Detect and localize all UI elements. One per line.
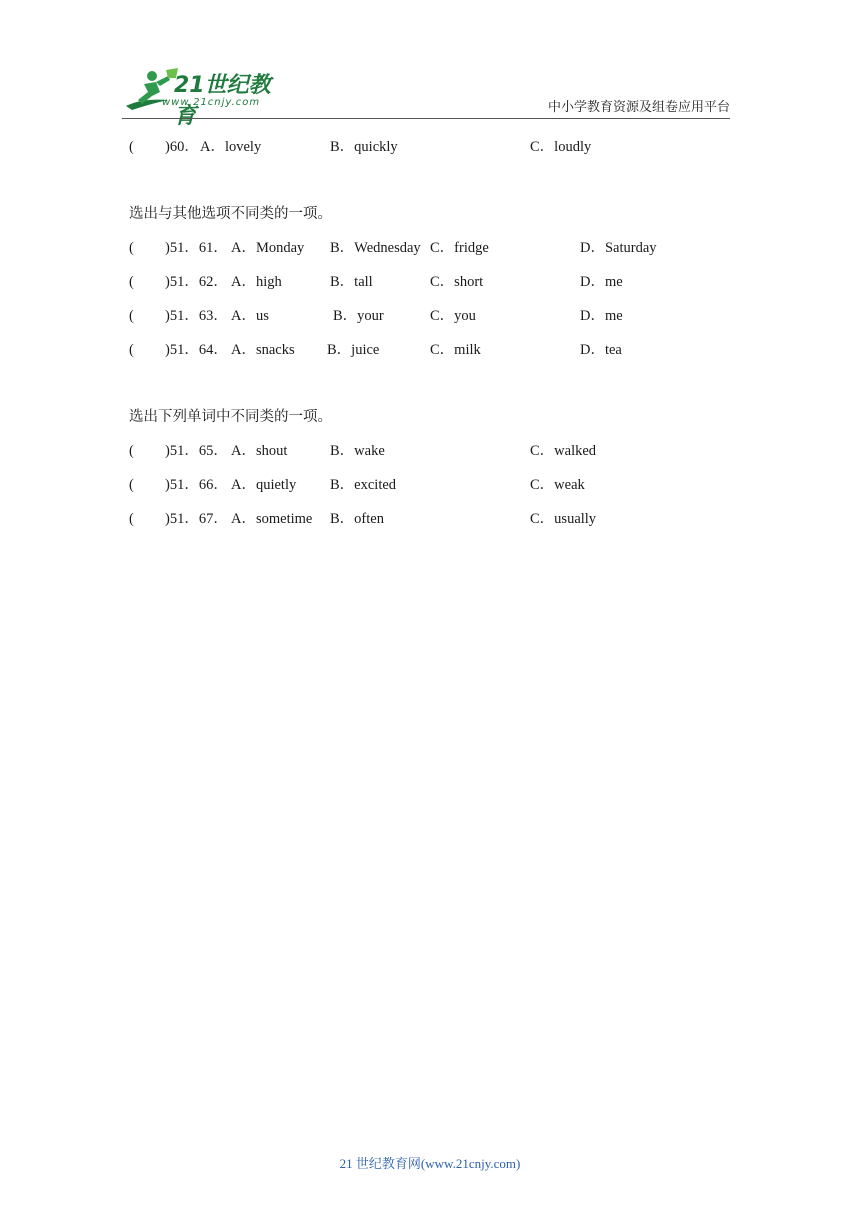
- question-row: [129, 237, 749, 271]
- site-logo: [122, 66, 292, 129]
- logo-text: 21世纪教育: [174, 73, 271, 129]
- option-a: A．quietly: [231, 477, 297, 493]
- option-c: C．you: [430, 308, 476, 324]
- option-a: A．Monday: [231, 240, 305, 256]
- answer-paren: (: [129, 477, 134, 493]
- worksheet-content: [129, 136, 749, 542]
- option-a: A．snacks: [231, 342, 295, 358]
- answer-paren: (: [129, 274, 134, 290]
- option-c: C．walked: [530, 443, 597, 459]
- answer-paren: (: [129, 308, 134, 324]
- option-c: C．weak: [530, 477, 585, 493]
- option-c: C．fridge: [430, 240, 489, 256]
- question-row: [129, 440, 749, 474]
- option-a: A．lovely: [200, 139, 262, 155]
- answer-paren: (: [129, 139, 134, 155]
- option-b: B．your: [333, 308, 384, 324]
- question-number: )51．64．: [165, 342, 228, 358]
- spacer: [129, 373, 749, 406]
- section-title: 选出下列单词中不同类的一项。: [129, 409, 332, 425]
- question-row: [129, 339, 749, 373]
- header-tagline: 中小学教育资源及组卷应用平台: [547, 99, 730, 114]
- question-number: )60．: [165, 139, 199, 155]
- answer-paren: (: [129, 511, 134, 527]
- question-row: [129, 271, 749, 305]
- header-divider: [122, 118, 730, 119]
- option-b: B．often: [330, 511, 384, 527]
- option-d: D．Saturday: [580, 240, 657, 256]
- question-row: [129, 474, 749, 508]
- option-b: B．quickly: [330, 139, 398, 155]
- answer-paren: (: [129, 342, 134, 358]
- page-footer: 21 世纪教育网(www.21cnjy.com): [339, 1156, 521, 1171]
- page-header: [0, 0, 860, 129]
- answer-paren: (: [129, 443, 134, 459]
- option-a: A．sometime: [231, 511, 313, 527]
- spacer: [129, 170, 749, 203]
- question-row: [129, 305, 749, 339]
- option-c: C．milk: [430, 342, 481, 358]
- question-row: [129, 508, 749, 542]
- question-number: )51．65．: [165, 443, 228, 459]
- option-a: A．shout: [231, 443, 288, 459]
- question-number: )51．63．: [165, 308, 228, 324]
- option-d: D．tea: [580, 342, 622, 358]
- option-d: D．me: [580, 308, 623, 324]
- option-b: B．juice: [327, 342, 380, 358]
- option-d: D．me: [580, 274, 623, 290]
- option-c: C．loudly: [530, 139, 592, 155]
- option-b: B．excited: [330, 477, 397, 493]
- question-number: )51．67．: [165, 511, 228, 527]
- section-title: 选出与其他选项不同类的一项。: [129, 206, 332, 222]
- option-c: C．usually: [530, 511, 597, 527]
- option-b: B．wake: [330, 443, 385, 459]
- option-b: B．Wednesday: [330, 240, 421, 256]
- option-a: A．us: [231, 308, 269, 324]
- option-c: C．short: [430, 274, 484, 290]
- question-row: [129, 136, 749, 170]
- option-a: A．high: [231, 274, 282, 290]
- answer-paren: (: [129, 240, 134, 256]
- question-number: )51．61．: [165, 240, 228, 256]
- question-number: )51．66．: [165, 477, 228, 493]
- question-number: )51．62．: [165, 274, 228, 290]
- logo-url: www.21cnjy.com: [162, 97, 261, 108]
- option-b: B．tall: [330, 274, 373, 290]
